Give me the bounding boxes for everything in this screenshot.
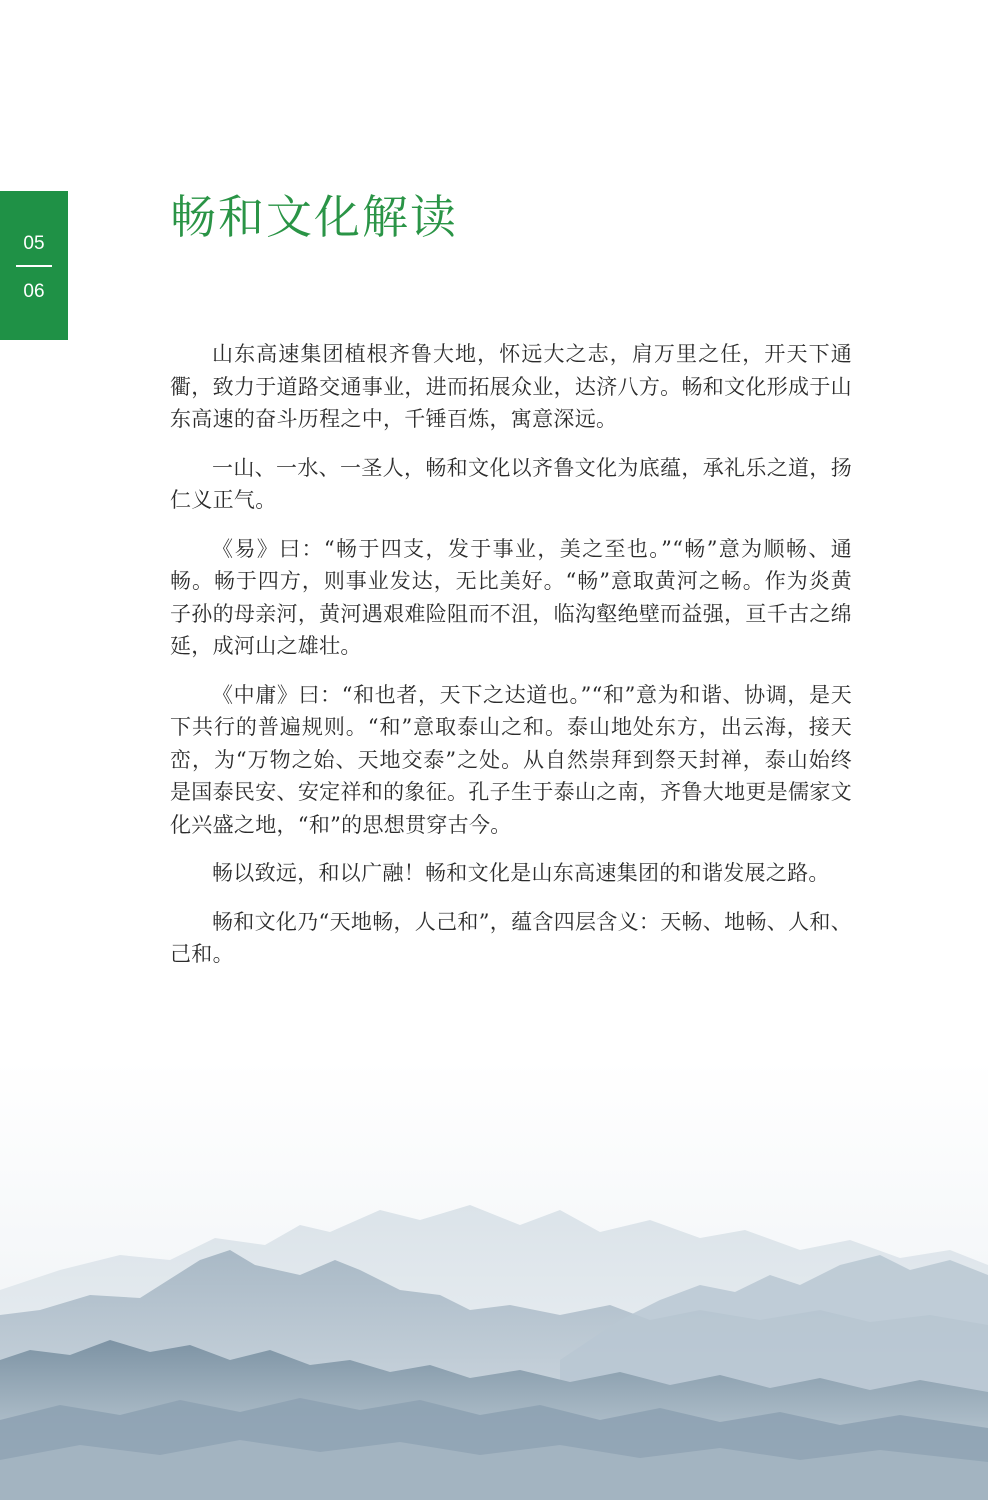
page-number-left: 05 bbox=[23, 233, 45, 254]
body-text bbox=[170, 338, 852, 987]
paragraph-he-meaning: 《中庸》曰：“和也者，天下之达道也。”“和”意为和谐、协调，是天下共行的普遍规则。“和”意取泰山之和。泰山地处东方，出云海，接天峦，为“万物之始、天地交泰”之处。从自然崇拜到祭天封禅，泰山始终是国泰民安、安定祥和的象征。孔子生于泰山之南，齐鲁大地更是儒家文化兴盛之地，“和”的思想贯穿古今。 bbox=[170, 682, 852, 837]
paragraph-chang-meaning: 《易》曰：“畅于四支，发于事业，美之至也。”“畅”意为顺畅、通畅。畅于四方，则事业发达，无比美好。“畅”意取黄河之畅。作为炎黄子孙的母亲河，黄河遇艰难险阻而不沮，临沟壑绝壁而益强，亘千古之绵延，成河山之雄壮。 bbox=[170, 536, 852, 658]
paragraph-four-meanings: 畅和文化乃“天地畅，人己和”，蕴含四层含义：天畅、地畅、人和、己和。 bbox=[170, 909, 852, 966]
paragraph-motto: 畅以致远，和以广融！畅和文化是山东高速集团的和谐发展之路。 bbox=[212, 861, 830, 885]
paragraph-intro: 山东高速集团植根齐鲁大地，怀远大之志，肩万里之任，开天下通衢，致力于道路交通事业，进而拓展众业，达济八方。畅和文化形成于山东高速的奋斗历程之中，千锤百炼，寓意深远。 bbox=[170, 342, 852, 431]
page-number-tab bbox=[0, 191, 68, 340]
page-number-divider bbox=[16, 265, 52, 267]
paragraph-mountain-water-sage: 一山、一水、一圣人，畅和文化以齐鲁文化为底蕴，承礼乐之道，扬仁义正气。 bbox=[170, 455, 852, 512]
mountain-landscape-illustration bbox=[0, 1060, 988, 1500]
page-number-right: 06 bbox=[23, 281, 45, 302]
page-title: 畅和文化解读 bbox=[170, 190, 458, 244]
